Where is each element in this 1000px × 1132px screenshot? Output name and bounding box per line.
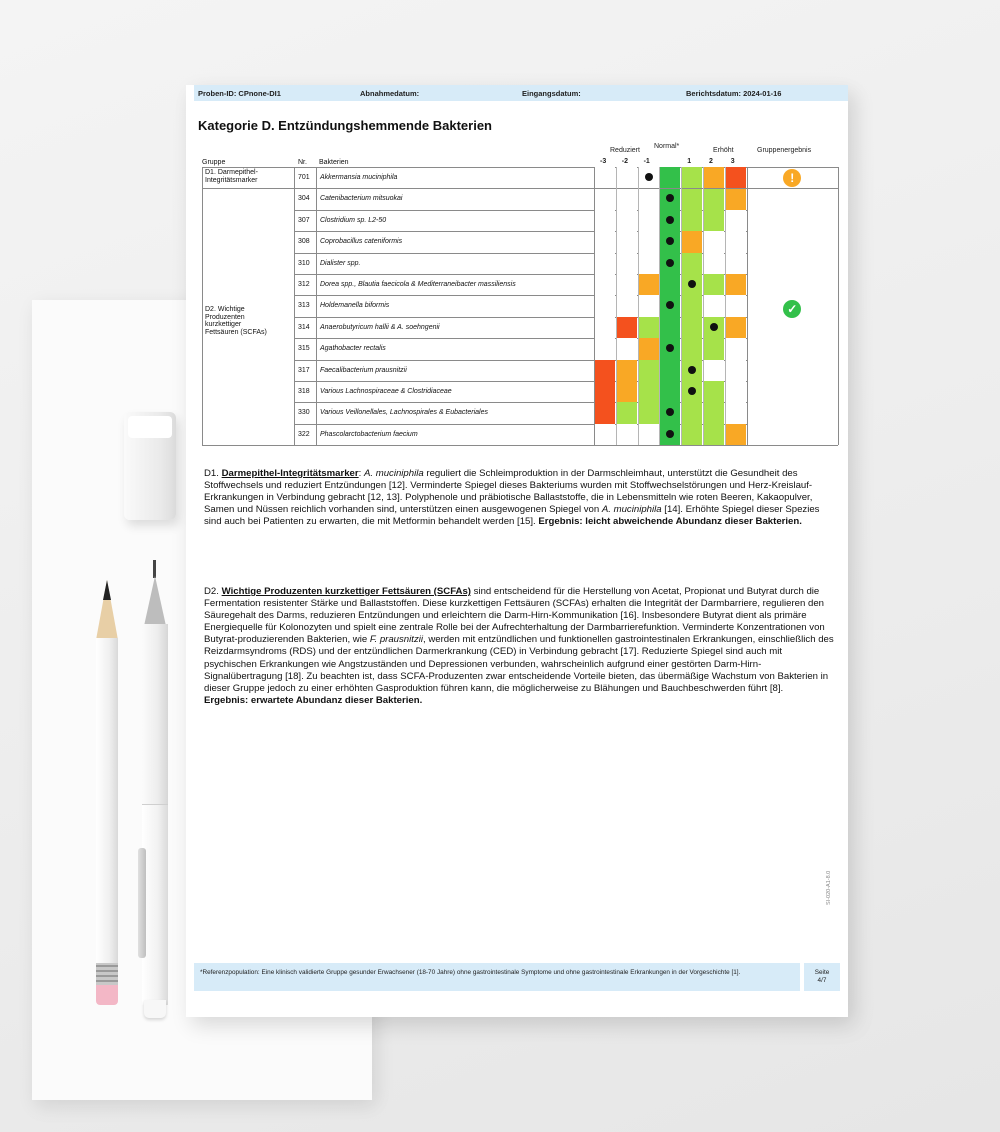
table-row: [202, 424, 838, 445]
table-row: [202, 253, 838, 274]
abundance-cell: [638, 274, 659, 295]
bacteria-name: Phascolarctobacterium faecium: [320, 430, 418, 438]
d1-term: Darmepithel-Integritätsmarker: [221, 468, 359, 479]
table-row: [202, 402, 838, 423]
abundance-cell: [725, 424, 746, 445]
abundance-cell: [703, 231, 724, 252]
abundance-cell: [725, 381, 746, 402]
abundance-cell: [703, 338, 724, 359]
bacteria-name: Dialister spp.: [320, 259, 361, 267]
d2-term: Wichtige Produzenten kurzkettiger Fettsäuren (SCFAs): [221, 586, 471, 597]
abundance-cell: [725, 274, 746, 295]
abundance-cell: [638, 424, 659, 445]
legend-reduziert: Reduziert: [610, 147, 640, 154]
abundance-cell: [616, 402, 637, 423]
side-code: SI-020-A1-8.0: [826, 870, 832, 905]
row-number: 308: [298, 238, 310, 246]
abundance-cell: [681, 210, 702, 231]
abundance-cell: [681, 231, 702, 252]
bacteria-name: Akkermansia muciniphila: [320, 174, 398, 181]
abundance-cell: [703, 167, 724, 188]
abnahme-date: Abnahmedatum:: [360, 89, 420, 98]
group-label: D2. Wichtige Produzenten kurzkettiger Fettsäuren (SCFAs): [205, 306, 267, 336]
bacteria-name: Various Veillonellales, Lachnospirales & Eubacteriales: [320, 409, 488, 417]
row-number: 313: [298, 302, 310, 310]
abundance-cell: [681, 295, 702, 316]
table-row: [202, 167, 838, 188]
abundance-cell: [638, 253, 659, 274]
abundance-cell: [594, 360, 615, 381]
abundance-cell: [681, 338, 702, 359]
pencil-object: [96, 580, 118, 1010]
d2-result: Ergebnis: erwartete Abundanz dieser Bakterien.: [204, 694, 423, 706]
abundance-cell: [703, 210, 724, 231]
scale-label: -3: [600, 158, 607, 165]
abundance-cell: [638, 188, 659, 209]
d1-result: Ergebnis: leicht abweichende Abundanz dieser Bakterien.: [538, 516, 802, 528]
abundance-cell: [638, 210, 659, 231]
bacteria-name: Dorea spp., Blautia faecicola & Mediterraneibacter massiliensis: [320, 281, 516, 288]
abundance-cell: [594, 188, 615, 209]
abundance-cell: [616, 210, 637, 231]
bacteria-name: Various Lachnospiraceae & Clostridiaceae: [320, 388, 452, 395]
row-number: 312: [298, 281, 310, 288]
footer-note: *Referenzpopulation: Eine klinisch validierte Gruppe gesunder Erwachsener (18-70 Jahre) ohne gastrointestinale Symptome und ohne gastrointestinale Erkrankungen in der Vorgeschichte [1].: [200, 969, 741, 976]
abundance-cell: [725, 360, 746, 381]
abundance-cell: [594, 295, 615, 316]
abundance-cell: [659, 360, 680, 381]
abundance-cell: [725, 210, 746, 231]
abundance-cell: [703, 295, 724, 316]
abundance-marker-dot: [666, 259, 674, 267]
d2-description: D2. Wichtige Produzenten kurzkettiger Fettsäuren (SCFAs) sind entscheidend für die Herstellung von Acetat, Propionat und Butyrat durch die Fermentation resistenter Stärke und Ballaststoffen. Diese kurzkettigen Fettsäuren (SCFAs) erhalten die Integrität der Darmbarriere, regulieren den Säuregehalt des Darms, reduzieren Entzündungen und erleichtern die Darm-Hirn-Kommunikation [16]. Insbesondere Butyrat dient als primäre Energiequelle für Kolonozyten und spielt eine zentrale Rolle bei der Aufrechterhaltung der Darmbarrierefunktion. Verminderte Konzentrationen von Butyrat-produzierenden Bakterien, wie F. prausnitzii, werden mit entzündlichen und funktionellen gastrointestinalen Erkrankungen, einschließlich des Reizdarmsyndroms (RDS) und der entzündlichen Darmerkrankung (CED) in Verbindung gebracht [17]. Reduzierte Spiegel sind auch mit psychischen Erkrankungen wie Angstzuständen und Depressionen verbunden, wahrscheinlich aufgrund einer gestörten Darm-Hirn-Signalübertragung [18]. Zu beachten ist, dass SCFA-Produzenten zwar entscheidende Vorteile bieten, das übermäßige Wachstum von Bakterien in dieser Gruppe jedoch zu einer erhöhten Gasproduktion führen kann, die möglicherweise zu Blähungen und Bauchbeschwerden führt [8]. Ergebnis: erwartete Abundanz dieser Bakterien.: [204, 586, 834, 706]
abundance-cell: [594, 424, 615, 445]
abundance-cell: [725, 231, 746, 252]
scale-label: -2: [621, 158, 629, 165]
row-number: 330: [298, 409, 310, 417]
abundance-cell: [703, 253, 724, 274]
page-number-box: [804, 963, 840, 991]
abundance-cell: [616, 274, 637, 295]
abundance-cell: [703, 274, 724, 295]
warning-icon: !: [783, 169, 801, 187]
abundance-cell: [616, 317, 637, 338]
mechanical-pencil-object: [140, 560, 170, 1020]
abundance-cell: [594, 167, 615, 188]
abundance-cell: [681, 188, 702, 209]
probe-id: Proben-ID: CPnone-DI1: [198, 89, 281, 98]
abundance-cell: [594, 317, 615, 338]
abundance-marker-dot: [645, 173, 653, 181]
report-page: [186, 85, 848, 1017]
eingang-date: Eingangsdatum:: [522, 89, 581, 98]
bacteria-name: Faecalibacterium prausnitzii: [320, 366, 407, 374]
abundance-cell: [594, 338, 615, 359]
col-header-gruppe: Gruppe: [202, 159, 226, 166]
abundance-cell: [659, 274, 680, 295]
abundance-marker-dot: [688, 366, 696, 374]
abundance-cell: [703, 360, 724, 381]
abundance-cell: [703, 188, 724, 209]
bacteria-name: Catenibacterium mitsuokai: [320, 195, 403, 203]
bacteria-name: Anaerobutyricum hallii & A. soehngenii: [320, 323, 440, 331]
check-icon: ✓: [783, 300, 801, 318]
table-row: [202, 231, 838, 252]
page-label: Seite: [814, 969, 830, 976]
col-header-bakterien: Bakterien: [319, 159, 349, 166]
table-row: [202, 381, 838, 402]
abundance-cell: [681, 402, 702, 423]
abundance-cell: [594, 402, 615, 423]
abundance-cell: [725, 253, 746, 274]
abundance-cell: [638, 381, 659, 402]
abundance-cell: [616, 338, 637, 359]
footer-note-bar: [194, 963, 800, 991]
row-number: 701: [298, 174, 310, 181]
abundance-cell: [725, 167, 746, 188]
scale-label: 3: [730, 158, 735, 165]
table-row: [202, 295, 838, 316]
abundance-cell: [616, 231, 637, 252]
abundance-cell: [638, 360, 659, 381]
table-row: [202, 210, 838, 231]
page-number: 4/7: [817, 977, 827, 984]
eraser-object: [124, 412, 176, 520]
row-number: 310: [298, 259, 310, 267]
report-header-bar: [194, 85, 848, 101]
row-number: 315: [298, 345, 310, 353]
abundance-cell: [616, 381, 637, 402]
abundance-cell: [681, 424, 702, 445]
abundance-cell: [659, 381, 680, 402]
scale-label: 1: [687, 158, 692, 165]
d1-description: D1. Darmepithel-Integritätsmarker: A. muciniphila reguliert die Schleimproduktion in der Darmschleimhaut, unterstützt die Gesundheit des Stoffwechsels und reduziert Entzündungen [12]. Verminderte Spiegel dieses Bakteriums wurden mit Stoffwechselstörungen und Herz-Kreislauf-Erkrankungen in Verbindung gebracht [12, 13]. Polyphenole und präbiotische Ballaststoffe, die in Lebensmitteln wie roten Beeren, Kakaopulver, Samen und Nüssen reichlich vorhanden sind, unterstützen einen ausgewogenen Spiegel von A. muciniphila [14]. Erhöhte Spiegel dieser Spezies sind auch bei Patienten zu erwarten, die mit Metformin behandelt werden [15]. Ergebnis: leicht abweichende Abundanz dieser Bakterien.: [204, 468, 820, 528]
row-number: 322: [298, 430, 310, 438]
row-number: 304: [298, 195, 310, 203]
abundance-cell: [594, 253, 615, 274]
abundance-cell: [616, 360, 637, 381]
abundance-cell: [594, 381, 615, 402]
col-header-nr: Nr.: [298, 159, 307, 166]
abundance-cell: [703, 381, 724, 402]
abundance-cell: [659, 317, 680, 338]
bacteria-name: Holdemanella biformis: [320, 302, 390, 310]
page-title: Kategorie D. Entzündungshemmende Bakterien: [198, 118, 492, 133]
abundance-cell: [703, 424, 724, 445]
abundance-cell: [616, 253, 637, 274]
table-row: [202, 360, 838, 381]
abundance-cell: [725, 402, 746, 423]
bacteria-name: Coprobacillus cateniformis: [320, 238, 403, 246]
abundance-cell: [594, 274, 615, 295]
scale-label: -1: [643, 158, 650, 165]
abundance-cell: [638, 295, 659, 316]
bacteria-name: Clostridium sp. L2-50: [320, 216, 387, 224]
abundance-cell: [725, 295, 746, 316]
abundance-cell: [659, 167, 680, 188]
table-row: [202, 338, 838, 359]
abundance-cell: [594, 231, 615, 252]
abundance-cell: [725, 188, 746, 209]
abundance-cell: [616, 188, 637, 209]
abundance-cell: [681, 317, 702, 338]
abundance-cell: [638, 402, 659, 423]
row-number: 307: [298, 216, 310, 224]
row-number: 317: [298, 366, 310, 374]
bacteria-name: Agathobacter rectalis: [320, 345, 386, 353]
bacteria-table: [202, 145, 838, 455]
abundance-cell: [703, 402, 724, 423]
abundance-cell: [594, 210, 615, 231]
legend-gruppenergebnis: Gruppenergebnis: [757, 147, 812, 154]
legend-normal: Normal*: [654, 143, 680, 150]
abundance-cell: [616, 167, 637, 188]
bericht-date: Berichtsdatum: 2024-01-16: [686, 89, 782, 98]
legend-erhoeht: Erhöht: [713, 147, 734, 154]
row-number: 318: [298, 388, 310, 395]
row-number: 314: [298, 323, 310, 331]
abundance-cell: [725, 338, 746, 359]
abundance-cell: [616, 295, 637, 316]
abundance-cell: [725, 317, 746, 338]
abundance-marker-dot: [710, 323, 718, 331]
abundance-cell: [681, 253, 702, 274]
scale-label: 2: [709, 158, 713, 165]
abundance-cell: [638, 317, 659, 338]
abundance-cell: [681, 167, 702, 188]
group-label: D1. Darmepithel- Integritätsmarker: [205, 169, 258, 184]
table-row: [202, 274, 838, 295]
abundance-cell: [616, 424, 637, 445]
abundance-cell: [638, 231, 659, 252]
abundance-cell: [638, 338, 659, 359]
table-row: [202, 317, 838, 338]
table-row: [202, 188, 838, 209]
